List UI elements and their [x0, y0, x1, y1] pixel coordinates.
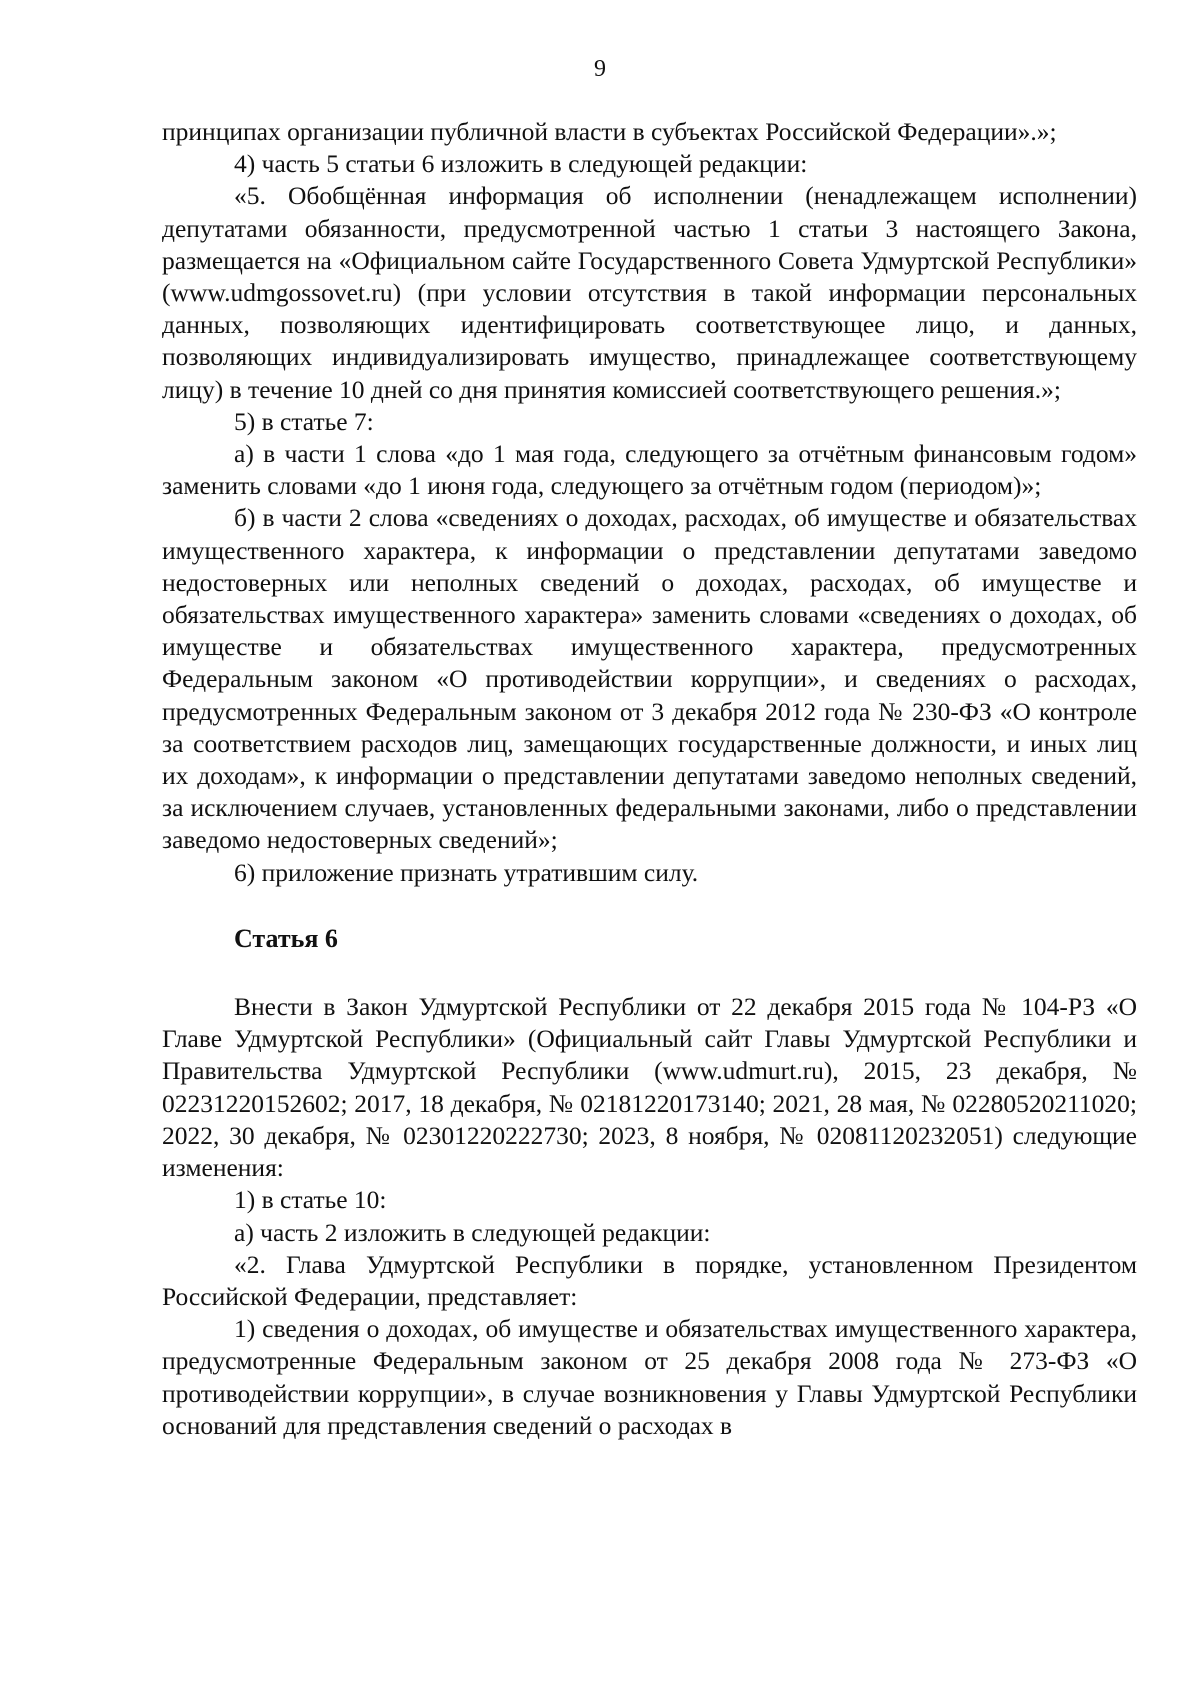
document-body	[162, 116, 1137, 1442]
paragraph: а) в части 1 слова «до 1 мая года, следующего за отчётным финансовым годом» заменить словами «до 1 июня года, следующего за отчётным годом (периодом)»;	[162, 439, 1137, 501]
paragraph: 1) в статье 10:	[234, 1185, 387, 1215]
paragraph: 5) в статье 7:	[234, 406, 374, 436]
paragraph: 1) сведения о доходах, об имуществе и обязательствах имущественного характера, предусмотренные Федеральным законом от 25 декабря 2008 года № 273-ФЗ «О противодействии коррупции», в случае возникновения у Главы Удмуртской Республики оснований для представления сведений о расходах в	[162, 1314, 1137, 1440]
paragraph: б) в части 2 слова «сведениях о доходах, расходах, об имуществе и обязательствах имущественного характера, к информации о представлении депутатами заведомо недостоверных или неполных сведений о доходах, расходах, об имуществе и обязательствах имущественного характера» заменить словами «сведениях о доходах, об имуществе и обязательствах имущественного характера, предусмотренных Федеральным законом «О противодействии коррупции», и сведениях о расходах, предусмотренных Федеральным законом от 3 декабря 2012 года № 230-ФЗ «О контроле за соответствием расходов лиц, замещающих государственные должности, и иных лиц их доходам», к информации о представлении депутатами заведомо неполных сведений, за исключением случаев, установленных федеральными законами, либо о представлении заведомо недостоверных сведений»;	[162, 503, 1137, 855]
paragraph: «2. Глава Удмуртской Республики в порядке, установленном Президентом Российской Федерации, представляет:	[162, 1249, 1137, 1311]
paragraph: «5. Обобщённая информация об исполнении (ненадлежащем исполнении) депутатами обязанности, предусмотренной частью 1 статьи 3 настоящего Закона, размещается на «Официальном сайте Государственного Совета Удмуртской Республики» (www.udmgossovet.ru) (при условии отсутствия в такой информации персональных данных, позволяющих идентифицировать соответствующее лицо, и данных, позволяющих индивидуализировать имущество, принадлежащее соответствующему лицу) в течение 10 дней со дня принятия комиссией соответствующего решения.»;	[162, 181, 1137, 404]
paragraph: а) часть 2 изложить в следующей редакции:	[234, 1217, 711, 1247]
paragraph: 4) часть 5 статьи 6 изложить в следующей редакции:	[234, 149, 808, 179]
page-number: 9	[594, 56, 606, 82]
article-heading: Статья 6	[234, 923, 338, 953]
section-before-heading	[162, 116, 1137, 889]
paragraph: Внести в Закон Удмуртской Республики от 22 декабря 2015 года № 104-РЗ «О Главе Удмуртской Республики» (Официальный сайт Главы Удмуртской Республики и Правительства Удмуртской Республики (www.udmurt.ru), 2015, 23 декабря, № 02231220152602; 2017, 18 декабря, № 02181220173140; 2021, 28 мая, № 02280520211020; 2022, 30 декабря, № 02301220222730; 2023, 8 ноября, № 02081120232051) следующие изменения:	[162, 992, 1137, 1183]
paragraph: 6) приложение признать утратившим силу.	[234, 857, 699, 887]
paragraph: принципах организации публичной власти в субъектах Российской Федерации».»;	[162, 117, 1057, 146]
section-after-heading	[162, 991, 1137, 1442]
